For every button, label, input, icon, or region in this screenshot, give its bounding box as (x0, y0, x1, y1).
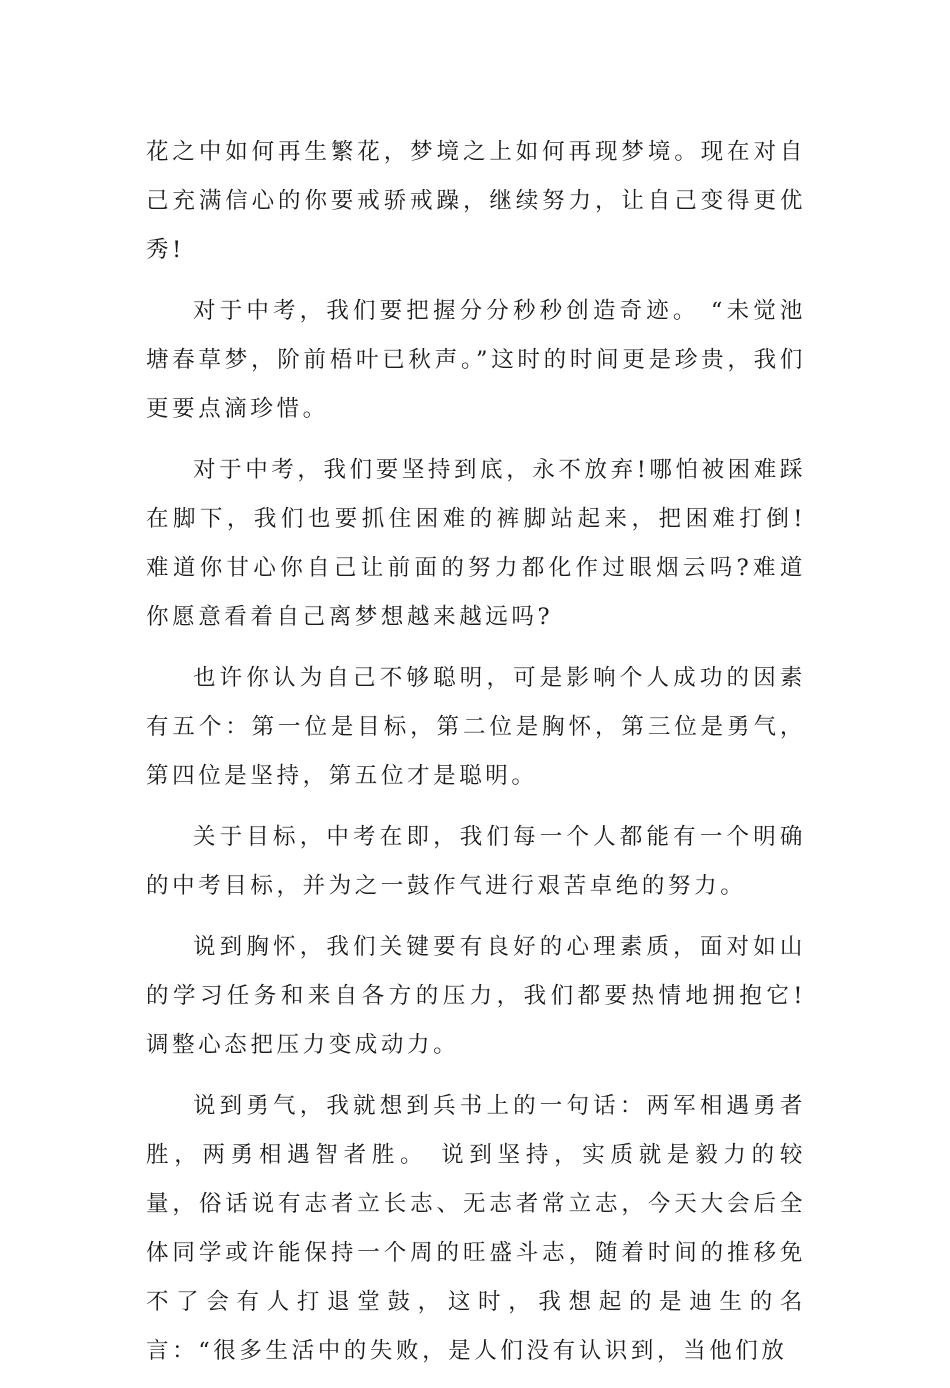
paragraph-4: 也许你认为自己不够聪明，可是影响个人成功的因素有五个：第一位是目标，第二位是胸怀，第三位是勇气，第四位是坚持，第五位才是聪明。 (146, 665, 806, 789)
paragraph-7: 说到勇气，我就想到兵书上的一句话：两军相遇勇者胜，两勇相遇智者胜。 说到坚持，实质就是毅力的较量，俗话说有志者立长志、无志者常立志，今天大会后全体同学或许能保持一个周的旺盛斗志，随着时间的推移免不了会有人打退堂鼓，这时，我想起的是迪生的名言：“很多生活中的失败，是人们没有认识到，当他们放 (146, 1093, 806, 1364)
paragraph-6: 说到胸怀，我们关键要有良好的心理素质，面对如山的学习任务和来自各方的压力，我们都要热情地拥抱它!调整心态把压力变成动力。 (146, 934, 806, 1058)
paragraph-5: 关于目标，中考在即，我们每一个人都能有一个明确的中考目标，并为之一鼓作气进行艰苦卓绝的努力。 (146, 824, 806, 899)
paragraph-2: 对于中考，我们要把握分分秒秒创造奇迹。 “未觉池塘春草梦，阶前梧叶已秋声。”这时的时间更是珍贵，我们更要点滴珍惜。 (146, 298, 806, 422)
paragraph-3: 对于中考，我们要坚持到底，永不放弃!哪怕被困难踩在脚下，我们也要抓住困难的裤脚站起来，把困难打倒!难道你甘心你自己让前面的努力都化作过眼烟云吗?难道你愿意看着自己离梦想越来越远吗? (146, 457, 806, 630)
document-body (146, 128, 806, 1388)
paragraph-1: 花之中如何再生繁花，梦境之上如何再现梦境。现在对自己充满信心的你要戒骄戒躁，继续努力，让自己变得更优秀! (146, 139, 806, 263)
